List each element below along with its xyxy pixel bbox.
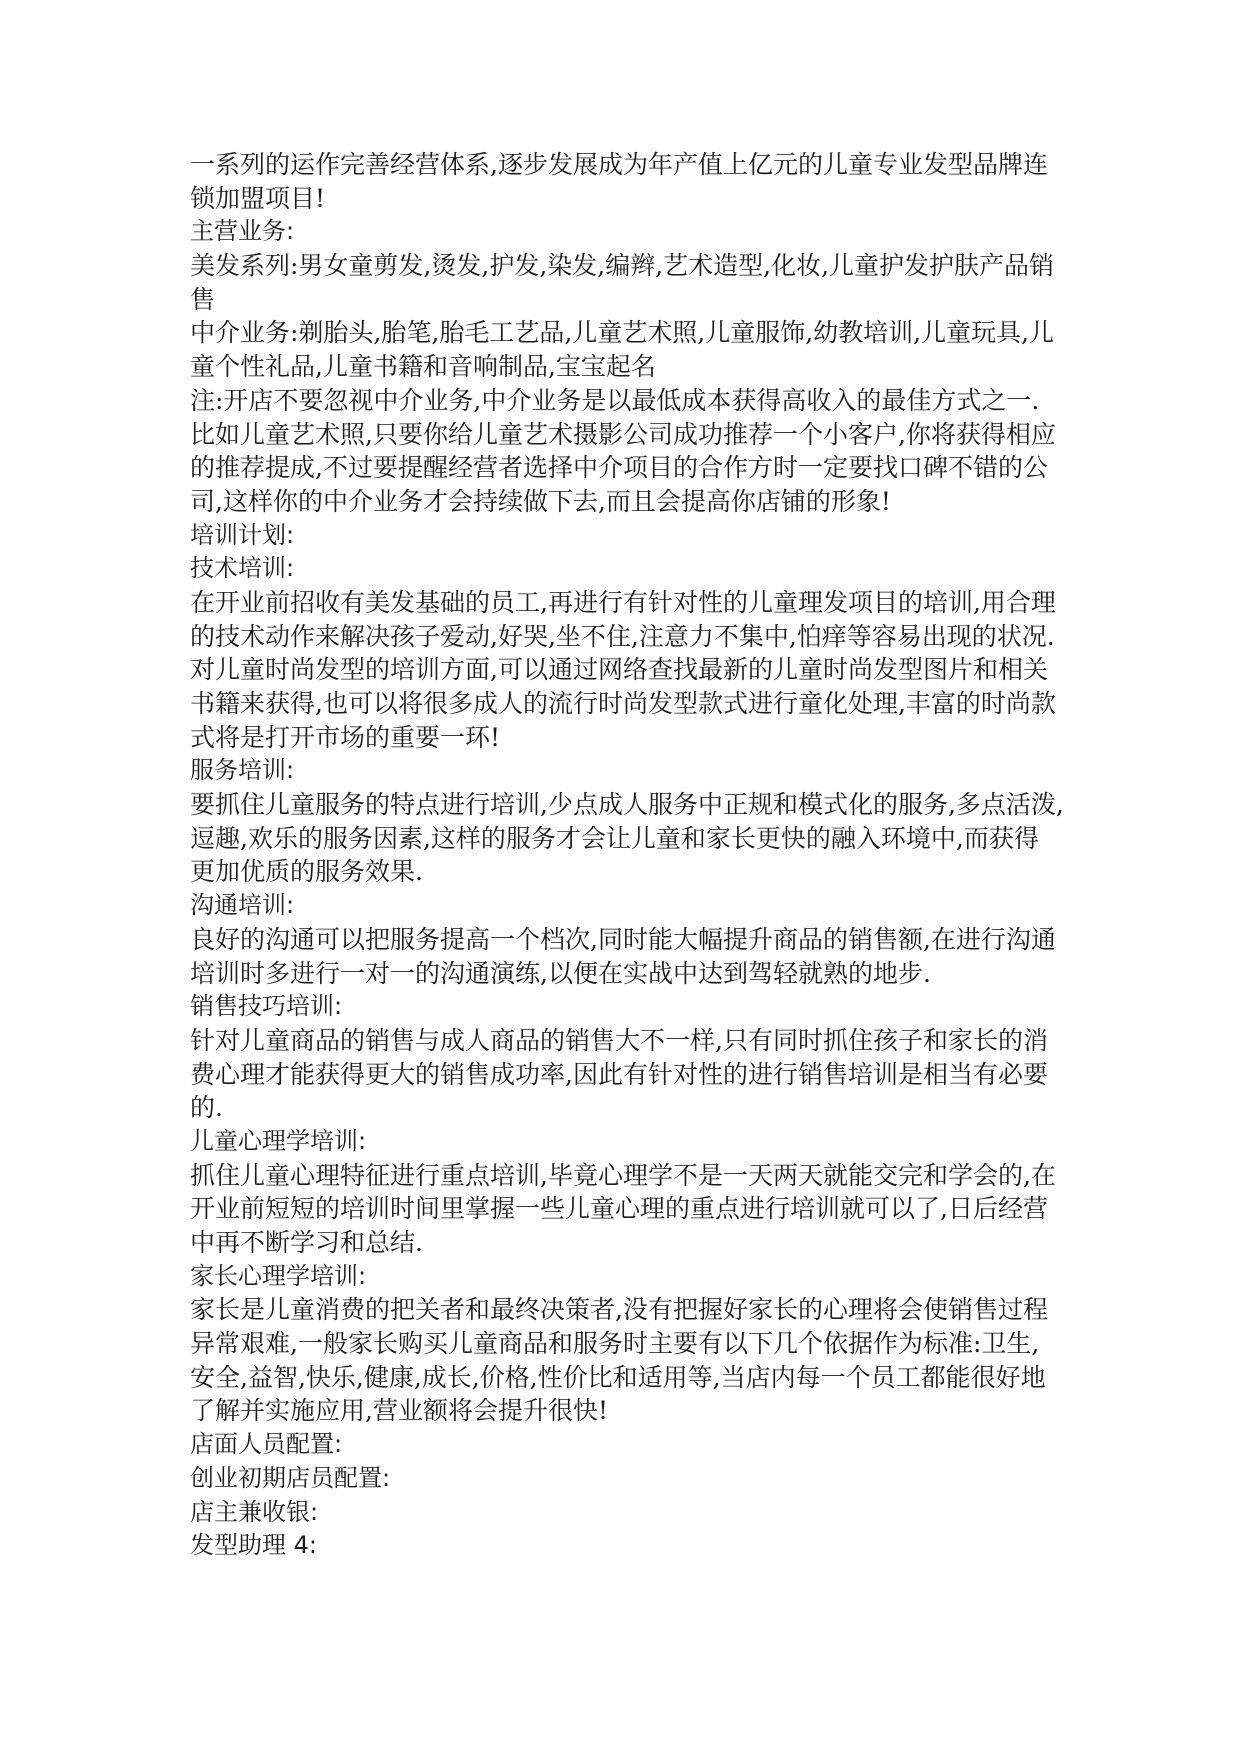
text-line: 的推荐提成,不过要提醒经营者选择中介项目的合作方时一定要找口碑不错的公	[190, 453, 1048, 483]
text-line: 要抓住儿童服务的特点进行培训,少点成人服务中正规和模式化的服务,多点活泼,	[190, 790, 1064, 820]
text-line: 童个性礼品,儿童书籍和音响制品,宝宝起名	[190, 352, 656, 382]
text-line: 了解并实施应用,营业额将会提升很快!	[190, 1396, 608, 1426]
text-line: 更加优质的服务效果.	[190, 857, 423, 887]
section-heading: 销售技巧培训:	[190, 992, 343, 1021]
text-line: 式将是打开市场的重要一环!	[190, 722, 501, 752]
document-page	[190, 148, 1070, 1563]
section-heading: 创业初期店员配置:	[190, 1463, 391, 1492]
text-line: 费心理才能获得更大的销售成功率,因此有针对性的进行销售培训是相当有必要	[190, 1059, 1048, 1089]
text-line: 中再不断学习和总结.	[190, 1228, 423, 1257]
text-line: 安全,益智,快乐,健康,成长,价格,性价比和适用等,当店内每一个员工都能很好地	[190, 1362, 1046, 1392]
text-line: 的技术动作来解决孩子爱动,好哭,坐不住,注意力不集中,怕痒等容易出现的状况.	[190, 621, 1055, 651]
text-line: 抓住儿童心理特征进行重点培训,毕竟心理学不是一天两天就能交完和学会的,在	[190, 1160, 1056, 1190]
text-line: 逗趣,欢乐的服务因素,这样的服务才会让儿童和家长更快的融入环境中,而获得	[190, 823, 1039, 853]
text-line: 异常艰难,一般家长购买儿童商品和服务时主要有以下几个依据作为标准:卫生,	[190, 1329, 1040, 1359]
section-heading: 发型助理 4:	[190, 1531, 317, 1560]
text-line: 家长是儿童消费的把关者和最终决策者,没有把握好家长的心理将会使销售过程	[190, 1295, 1048, 1325]
section-heading: 沟通培训:	[190, 891, 295, 920]
text-line: 中介业务:剃胎头,胎笔,胎毛工艺品,儿童艺术照,儿童服饰,幼教培训,儿童玩具,儿	[190, 318, 1055, 348]
section-heading: 店主兼收银:	[190, 1497, 319, 1526]
text-line: 的.	[190, 1093, 223, 1123]
text-line: 在开业前招收有美发基础的员工,再进行有针对性的儿童理发项目的培训,用合理	[190, 587, 1056, 617]
text-line: 锁加盟项目!	[190, 183, 326, 213]
text-line: 书籍来获得,也可以将很多成人的流行时尚发型款式进行童化处理,丰富的时尚款	[190, 689, 1056, 718]
section-heading: 儿童心理学培训:	[190, 1126, 367, 1155]
text-line: 美发系列:男女童剪发,烫发,护发,染发,编辫,艺术造型,化妆,儿童护发护肤产品销	[190, 251, 1055, 281]
section-heading: 店面人员配置:	[190, 1430, 343, 1459]
text-line: 针对儿童商品的销售与成人商品的销售大不一样,只有同时抓住孩子和家长的消	[190, 1025, 1048, 1055]
text-line: 售	[190, 284, 216, 314]
section-heading: 家长心理学培训:	[190, 1261, 367, 1290]
text-line: 司,这样你的中介业务才会持续做下去,而且会提高你店铺的形象!	[190, 486, 891, 516]
text-line: 比如儿童艺术照,只要你给儿童艺术摄影公司成功推荐一个小客户,你将获得相应	[190, 419, 1056, 449]
section-heading: 服务培训:	[190, 756, 295, 785]
text-line: 培训时多进行一对一的沟通演练,以便在实战中达到驾轻就熟的地步.	[190, 958, 931, 988]
text-line: 开业前短短的培训时间里掌握一些儿童心理的重点进行培训就可以了,日后经营	[190, 1194, 1048, 1224]
text-line: 一系列的运作完善经营体系,逐步发展成为年产值上亿元的儿童专业发型品牌连	[190, 150, 1048, 179]
section-heading: 技术培训:	[190, 554, 295, 583]
section-heading: 培训计划:	[190, 520, 295, 549]
text-line: 对儿童时尚发型的培训方面,可以通过网络查找最新的儿童时尚发型图片和相关	[190, 655, 1048, 685]
text-line: 良好的沟通可以把服务提高一个档次,同时能大幅提升商品的销售额,在进行沟通	[190, 924, 1056, 954]
section-heading: 主营业务:	[190, 217, 295, 246]
text-line: 注:开店不要忽视中介业务,中介业务是以最低成本获得高收入的最佳方式之一.	[190, 385, 1040, 415]
